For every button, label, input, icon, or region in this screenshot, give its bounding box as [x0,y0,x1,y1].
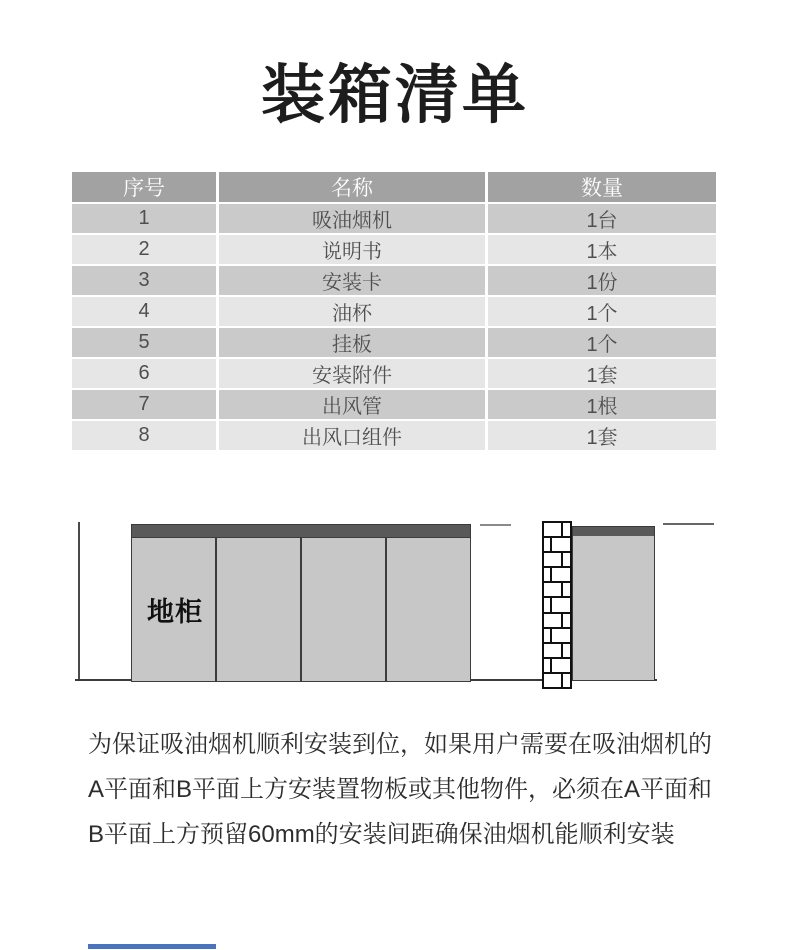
cell-name: 挂板 [219,328,485,357]
base-cabinet [131,524,471,681]
cell-name: 油杯 [219,297,485,326]
countertop [131,524,471,537]
right-cabinet-body [572,536,655,681]
cabinet-door-panel [217,538,300,681]
brick [544,659,570,674]
cell-qty: 1根 [488,390,716,419]
packing-table-header [72,172,716,202]
brick [544,523,570,538]
cell-seq: 5 [72,328,216,357]
header-qty: 数量 [488,172,716,202]
cell-qty: 1套 [488,359,716,388]
brick [544,614,570,629]
note-line: A平面和B平面上方安装置物板或其他物件，必须在A平面和 [88,776,713,803]
table-row [72,390,716,419]
table-row [72,204,716,233]
brick [544,568,570,583]
table-row [72,328,716,357]
installation-diagram [0,508,790,690]
header-seq: 序号 [72,172,216,202]
cell-seq: 3 [72,266,216,295]
brick [544,583,570,598]
right-cabinet-block [572,526,655,681]
cell-seq: 2 [72,235,216,264]
cabinet-door-panel [387,538,470,681]
cell-name: 说明书 [219,235,485,264]
table-row [72,266,716,295]
brick [544,644,570,659]
cabinet-door-panel [302,538,385,681]
table-row [72,421,716,450]
brick [544,629,570,644]
cell-qty: 1台 [488,204,716,233]
base-cabinet-label: 地柜 [147,597,203,627]
cell-seq: 6 [72,359,216,388]
right-countertop [572,526,655,536]
cell-name: 安装附件 [219,359,485,388]
table-row [72,359,716,388]
brick-wall-column [542,521,572,689]
cell-seq: 7 [72,390,216,419]
left-wall-line [78,522,80,681]
extension-line-right [663,523,714,525]
table-row [72,297,716,326]
cell-name: 出风管 [219,390,485,419]
cabinet-body [131,537,471,682]
cell-seq: 4 [72,297,216,326]
cell-seq: 8 [72,421,216,450]
note-line: B平面上方预留60mm的安装间距确保油烟机能顺利安装 [88,821,675,848]
brick [544,674,570,687]
cell-qty: 1份 [488,266,716,295]
cell-qty: 1本 [488,235,716,264]
cell-name: 出风口组件 [219,421,485,450]
cell-name: 安装卡 [219,266,485,295]
extension-line-left [480,524,511,526]
table-row [72,235,716,264]
note-line: 为保证吸油烟机顺利安装到位，如果用户需要在吸油烟机的 [88,731,712,758]
cell-qty: 1个 [488,297,716,326]
cell-seq: 1 [72,204,216,233]
cell-qty: 1个 [488,328,716,357]
header-name: 名称 [219,172,485,202]
cell-name: 吸油烟机 [219,204,485,233]
brick [544,538,570,553]
page-title: 装箱清单 [261,59,529,131]
installation-note [88,722,718,857]
packing-list-table [69,170,719,452]
next-section-accent-bar [88,944,216,949]
brick [544,598,570,613]
brick [544,553,570,568]
cell-qty: 1套 [488,421,716,450]
